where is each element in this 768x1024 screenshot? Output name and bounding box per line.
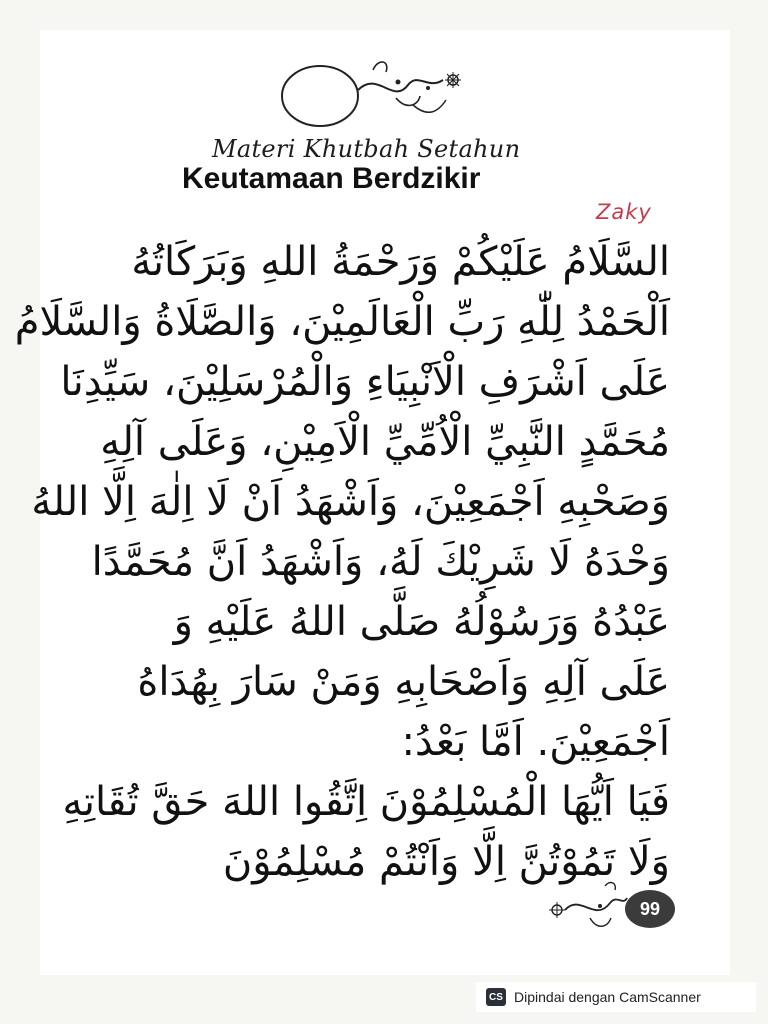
arabic-line: وَحْدَهُ لَا شَرِيْكَ لَهُ، وَاَشْهَدُ اَنَّ مُحَمَّدًا xyxy=(91,539,670,585)
camscanner-watermark xyxy=(476,982,756,1012)
arabic-line: السَّلَامُ عَلَيْكُمْ وَرَحْمَةُ اللهِ وَبَرَكَاتُهُ xyxy=(131,239,670,285)
arabic-line: اَجْمَعِيْنَ. اَمَّا بَعْدُ: xyxy=(401,719,670,765)
arabic-text-body xyxy=(14,232,670,892)
arabic-line: مُحَمَّدٍ النَّبِيِّ الْاُمِّيِّ الْاَمِيْنِ، وَعَلَى آلِهِ xyxy=(100,419,670,465)
arabic-line: عَلَى اَشْرَفِ الْاَنْبِيَاءِ وَالْمُرْسَلِيْنَ، سَيِّدِنَا xyxy=(60,359,670,405)
floral-ornament-icon xyxy=(278,50,468,130)
arabic-line: وَصَحْبِهِ اَجْمَعِيْنَ، وَاَشْهَدُ اَنْ لَا اِلٰهَ اِلَّا اللهُ xyxy=(31,479,670,525)
watermark-text: Dipindai dengan CamScanner xyxy=(514,989,701,1005)
handwritten-note: Zaky xyxy=(596,200,652,224)
arabic-line: اَلْحَمْدُ لِلّٰهِ رَبِّ الْعَالَمِيْنَ، وَالصَّلَاةُ وَالسَّلَامُ xyxy=(14,299,670,345)
page-number-badge: 99 xyxy=(625,890,675,928)
arabic-line: فَيَا اَيُّهَا الْمُسْلِمُوْنَ اِتَّقُوا اللهَ حَقَّ تُقَاتِهِ xyxy=(62,779,670,825)
page-title: Keutamaan Berdzikir xyxy=(182,162,481,195)
arabic-line: وَلَا تَمُوْتُنَّ اِلَّا وَاَنْتُمْ مُسْلِمُوْنَ xyxy=(222,839,670,885)
series-title: Materi Khutbah Setahun xyxy=(212,135,521,163)
arabic-line: عَبْدُهُ وَرَسُوْلُهُ صَلَّى اللهُ عَلَيْهِ وَ xyxy=(173,599,670,645)
camscanner-logo-icon: CS xyxy=(486,988,506,1006)
arabic-line: عَلَى آلِهِ وَاَصْحَابِهِ وَمَنْ سَارَ بِهُدَاهُ xyxy=(137,659,670,705)
